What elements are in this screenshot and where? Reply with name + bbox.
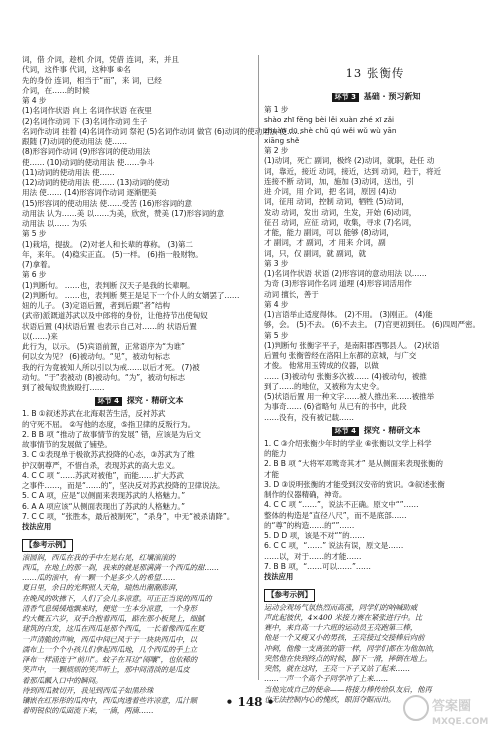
section-label: 环节 3 <box>332 93 359 102</box>
left-example-line: 待到西瓜被切开，我见到西瓜子如黑珍珠 <box>22 685 154 695</box>
left-text-line: 2. B B 项 “推动了故事情节的发展” 错，应该是为后文 <box>22 429 201 439</box>
left-reference-tag: 【参考示例】 <box>22 539 73 551</box>
right-text-line: 3. D ③说明张衡的才能受到汉安帝的赏识。③叙述张衡 <box>264 479 445 489</box>
right-text-line: 征召 动词，应征 动词，收集，寻求 (7)名词， <box>264 217 417 227</box>
left-text-line: 6. A A 项应该“从侧面表现出了苏武的人格魅力。” <box>22 501 185 511</box>
left-text-line: 故事情节的发展做了铺垫。 <box>22 440 112 449</box>
left-text-line: 介词，在……的时候 <box>22 85 90 95</box>
right-example-line: 突然，就在这时，王亮一下子又站了起来…… <box>264 664 410 673</box>
left-example-line: 夏日里，余日的光辉照人天角，瑞热出潮潮澎湃， <box>22 583 183 593</box>
right-text-line: 才能，能力 副词，可以 能够 (8)动词， <box>264 228 394 237</box>
svg-text:答案圈: 答案圈 <box>432 699 472 714</box>
right-example-line: 运动会观场气氛热烈而高涨，同学们的呐喊助威 <box>264 602 418 612</box>
right-text-line: 整体的构造是“直径八尺”，而不是底部…… <box>264 510 407 520</box>
left-text-line: 何以女为见？ (6)被动句。“见”，被动句标志 <box>22 352 170 362</box>
left-text-line: 之事件……，而是“……的”，坚决反对苏武投降的卫律说法。 <box>22 481 225 490</box>
right-pinyin-line: xiāng shě <box>264 135 300 145</box>
left-text-line: 7. C C 项，“张胜本，最后被制死”，“杀身”，中无“被杀请降”。 <box>22 511 235 521</box>
right-text-line: 5. D D 项，该是不对“”的…… <box>264 531 365 540</box>
left-text-line: 用法 使…… (14)形容词作动词 逐渐肥美 <box>22 188 157 198</box>
right-text-line: 第 3 步 <box>264 258 289 268</box>
left-example-line: 泽布一样涌连于“前川”。蚊子在耳边“闹嚷”，也依稀的 <box>22 655 198 664</box>
left-text-line: 3. C ①表现单于极欲苏武投降的心态，③苏武为了维 <box>22 450 195 460</box>
left-text-line: (武帝)派溉道苏武以及中郎将的身份，让他持节出使匈奴 <box>22 311 208 321</box>
left-text-line: (8)形容词作动词 (9)形容词的使动用法 <box>22 147 151 157</box>
section-title: 探究 · 精研文本 <box>126 396 184 406</box>
section-title: 基础 · 预习新知 <box>363 92 421 101</box>
right-text-line: 词，只，仅 副词，就 副词，就 <box>264 248 367 258</box>
lesson-title: 13 张衡传 <box>345 66 405 80</box>
left-example-line: 着那瓜瓤入口中的瞬间。 <box>22 675 103 685</box>
left-example-line: ……瓜的滚中，有一颗一个是多少人的希望…… <box>22 573 176 582</box>
right-text-line: 制作的仪器精确，神奇。 <box>264 490 347 499</box>
left-example-line: 一声清脆的声响，西瓜中间已风于于一块块西瓜中，以 <box>22 634 197 644</box>
left-text-line: 状语后置 (4)状语后置 也表示自己对……的 状语后置 <box>22 321 197 331</box>
section-label: 环节 4 <box>95 397 122 406</box>
left-section-heading <box>22 395 254 407</box>
right-text-line: 4. C C 项 “……”，说法不正确。原文中“”…… <box>264 500 419 510</box>
right-text-line: 的“尊”的构造……的“”…… <box>264 520 355 530</box>
right-text-line: 为事奇…… (6)省略句 从已有的书中，此段 <box>264 402 407 412</box>
left-text-line: (11)动词的使动用法 使…… <box>22 167 115 177</box>
left-text-line: 1. B ①叙述苏武在北海艰苦生活，反衬苏武 <box>22 409 166 419</box>
left-text-line: (1)栽培，提拔。 (2)对老人和长辈的尊称。 (3)第二 <box>22 239 193 249</box>
right-text-line: 2. B B 项 “大将军邓骘奇其才” 是从侧面来表现张衡的 <box>264 459 443 469</box>
right-text-line: 才能 <box>264 469 279 479</box>
right-text-line: (1)言语举止适度得体。 (2)不用。 (3)刚正。 (4)能 <box>264 310 433 319</box>
column-divider <box>258 55 259 680</box>
left-subheading: 技法应用 <box>22 522 52 531</box>
right-text-line: ……以，对于……的才能…… <box>264 551 362 561</box>
left-text-line: 动用法 认为……美 以……为美，欣赏，赞美 (17)形容词的意 <box>22 208 224 218</box>
left-text-line: 到了被匈奴贵族殴打…… <box>22 383 105 392</box>
right-example-line: 也无法控制内心的愧疚，眼泪夺眶而出。 <box>264 694 396 704</box>
left-text-line: 名词作动词 挂着 (4)名词作动词 祭祀 (5)名词作动词 做官 (6)动词的使动用法 使…… <box>22 126 302 136</box>
left-text-line: 的守死不屈。 ②写他的态度，⑤指卫律的反叛行为。 <box>22 419 196 429</box>
right-text-line: 第 5 步 <box>264 330 289 340</box>
left-example-line: 濡布上一个个小孩儿们拿起西瓜地，几个西瓜的手上立 <box>22 644 197 654</box>
right-text-line: (1)动词，死亡 副词，极终 (2)动词，就职，赴任 动 <box>264 156 435 166</box>
right-example-line: 赛中，来自高一十六班的运动员王亮跑第三棒， <box>264 623 418 632</box>
right-text-line: 才俊。 他常用玉铸成的仪器，以做 <box>264 361 379 371</box>
left-text-line: 使…… (10)动词的使动用法 使……争斗 <box>22 157 155 167</box>
right-text-line: 发动 动词，发出 动词，生发，开始 (6)动词， <box>264 207 417 217</box>
right-text-line: 才 副词，才 副词，才 用来 介词，副 <box>264 238 386 248</box>
right-example-line: ……一声一个高个子同学冲了上来…… <box>264 674 388 684</box>
left-text-line: 先的身份 连词，相当于“而”，来 词，已经 <box>22 75 162 85</box>
right-example-line: 声此起彼伏，4×400 米接力赛在紧张进行中。比 <box>264 612 422 622</box>
left-text-line: 以(……)来 <box>22 331 58 341</box>
left-example-line: 西瓜，在地上的那一刹，我来的就是那满满一个西瓜的甜…… <box>22 562 219 572</box>
left-text-line: 词，借 介词，趁机 介词，凭借 连词，来，并且 <box>22 55 179 64</box>
right-text-line: …… (3)被动句 张衡多次被…… (4)被动句，被推 <box>264 371 427 381</box>
right-pinyin-line: zhuàn dū shè chǔ qú wěi wǔ wù yān <box>264 125 397 135</box>
right-text-line: 词，征用 动词，控制 动词，牺牲 (5)动词， <box>264 197 409 207</box>
left-example-line: 镶嵌在红彤彤的瓜肉中，西瓜肉透着些许凉意，瓜汁顺 <box>22 696 197 705</box>
section-title: 探究 · 精研文本 <box>363 425 421 435</box>
right-example-line: 冲刺，他像一支离弦的箭一样，同学们都在为他加油， <box>264 643 439 653</box>
left-text-line: 动用法 以…… 为乐 <box>22 219 87 228</box>
left-text-line: (1)判断句。 ……也，表判断 汉天子是我的长辈啊。 <box>22 280 195 290</box>
right-text-line: 第 1 步 <box>264 105 289 114</box>
right-example-line: 当他完成自己的使命——将接力棒传给队友后，他再 <box>264 684 432 694</box>
right-reference-tag-row <box>264 582 486 602</box>
left-text-line: 第 4 步 <box>22 96 47 105</box>
left-text-line: (2)名词作动词 下 (3)名词作动词 生子 <box>22 116 148 126</box>
watermark-logo <box>398 690 490 732</box>
left-text-line: 跟随 (7)动词的使动用法 使…… <box>22 137 128 146</box>
left-text-line: (7)拿着。 <box>22 260 55 269</box>
left-text-line: (2)判断句。 ……也，表判断 樊王是足下一个仆人的女婿罢了…… <box>22 290 240 300</box>
left-text-line: 此行为，以示。 (5)宾语前置，正常语序为“为谁” <box>22 342 185 351</box>
right-text-line: 7. B B 项，“……可以……”…… <box>264 561 371 571</box>
left-text-line: 代词，这件事 代词，这种事 ⑥名 <box>22 65 131 75</box>
right-text-line: 进 介词，用 介词，把 名词，原因 (4)动 <box>264 187 397 196</box>
right-text-line: ……没有，没有被记载…… <box>264 412 354 422</box>
left-text-line: 我的行为竟被知人所以引以为戒……以后才死。 (7)被 <box>22 362 200 372</box>
left-example-line: 笑声中，一颗烦烦的笑声听上，那中间清淡的是瓜皮 <box>22 665 190 675</box>
right-section-heading <box>264 425 486 437</box>
right-text-line: (5)状语后置 用一种文字……被人推出来……被推举 <box>264 392 435 401</box>
section-label: 环节 4 <box>332 427 359 436</box>
page-number: • 148 • <box>225 695 275 709</box>
left-example-line: 清香气息缓缓地飘来时，便觉一生本分凉意，一个身形 <box>22 603 197 613</box>
right-text-line: 词，靠近，接近 动词，接近，达到 动词，趋于，将近 <box>264 166 441 176</box>
left-example-line: 在晚风的吹拂下，人们了会儿多凉意。可正正当说的西瓜的 <box>22 593 212 603</box>
left-text-line: 妞的儿子。 (3)定语后置，者到后跟“者”结构 <box>22 301 170 310</box>
left-text-line: (1)名词作状语 向上 名词作状语 在夜里 <box>22 106 152 116</box>
right-text-line: 的能力 <box>264 449 287 458</box>
right-section-heading <box>264 91 486 103</box>
right-column <box>264 55 486 705</box>
left-reference-tag-row <box>22 532 254 552</box>
right-subheading: 技法应用 <box>264 572 294 581</box>
left-example-line: 约大概五六岁，双手合抱着西瓜，踮在那小板凳上，细腻 <box>22 614 205 623</box>
left-text-line: 5. C A 项，应是“以侧面来表现苏武的人格魅力。” <box>22 491 186 501</box>
left-example-line: 着明锐似的瓜面流下来，一滴，两滴…… <box>22 706 154 716</box>
right-text-line: 动词 擅长，善于 <box>264 289 319 299</box>
left-text-line: 护汉朝尊严，不惜自杀，表现苏武的高大忠义。 <box>22 460 180 470</box>
right-text-line: 第 4 步 <box>264 299 289 309</box>
left-text-line: 动句。“于”表被动 (8)被动句。“为”，被动句标志 <box>22 372 185 382</box>
right-example-line: 突然他在快到终点的时候，脚下一滑，摔倒在地上。 <box>264 653 432 663</box>
left-example-line: 滚圆润，西瓜在我的手中左晃右晃，红壤滚滚的 <box>22 552 176 562</box>
right-reference-tag: 【参考示例】 <box>264 589 315 601</box>
right-text-line: 第 2 步 <box>264 146 289 155</box>
right-text-line: 到了……的地位，又被称为太史令。 <box>264 381 384 391</box>
svg-text:MXQE.COM: MXQE.COM <box>432 717 489 727</box>
left-text-line: 4. C C 项 “……苏武对被他”，而能……扩大苏武 <box>22 470 184 480</box>
right-text-line: 连接不断 动词，加，施加 (3)动词，送出，引 <box>264 176 414 186</box>
left-text-line: (12)动词的使动用法 使…… (13)动词的使动 <box>22 178 170 187</box>
left-text-line: (15)形容词的使动用法 使……受苦 (16)形容词的意 <box>22 198 192 208</box>
left-text-line: 第 6 步 <box>22 270 47 280</box>
right-text-line: 后置句 张衡曾经在洛阳上东都的京城，与广交 <box>264 351 417 360</box>
right-text-line: 够，会。 (5)不去。 (6)不去主。 (7)官更初到任。 (6)四周严密。 <box>264 320 480 330</box>
right-text-line: 为奇 (3)形容词作名词 道理 (4)形容词活用作 <box>264 279 412 289</box>
left-example-line: 建筑的白发，这瓜在西瓜是那个西瓜，一长着像西瓜在夏 <box>22 624 205 634</box>
right-text-line: (1)名词作状语 状语 (2)形容词的意动用法 以…… <box>264 269 427 278</box>
left-text-line: 第 5 步 <box>22 229 47 239</box>
right-text-line: 1. C ③介绍张衡少年时的学业 ⑥张衡以文学上科学 <box>264 438 432 448</box>
right-text-line: (1)判断句 张衡字平子，是南阳郡西鄂县人。 (2)状语 <box>264 340 440 350</box>
right-example-line: 他是一个又瘦又小的男孩，王亮接过交接棒后向前 <box>264 633 425 643</box>
right-pinyin-line: shào zhī fěng bèi lěi xuàn zhé xī zǎi <box>264 115 395 125</box>
left-text-line: 年，来年。 (4)稳实正直。 (5)一样。 (6)指一般财物。 <box>22 249 203 259</box>
right-text-line: 6. C C 项，“……” 说法有误，原文是…… <box>264 541 404 551</box>
